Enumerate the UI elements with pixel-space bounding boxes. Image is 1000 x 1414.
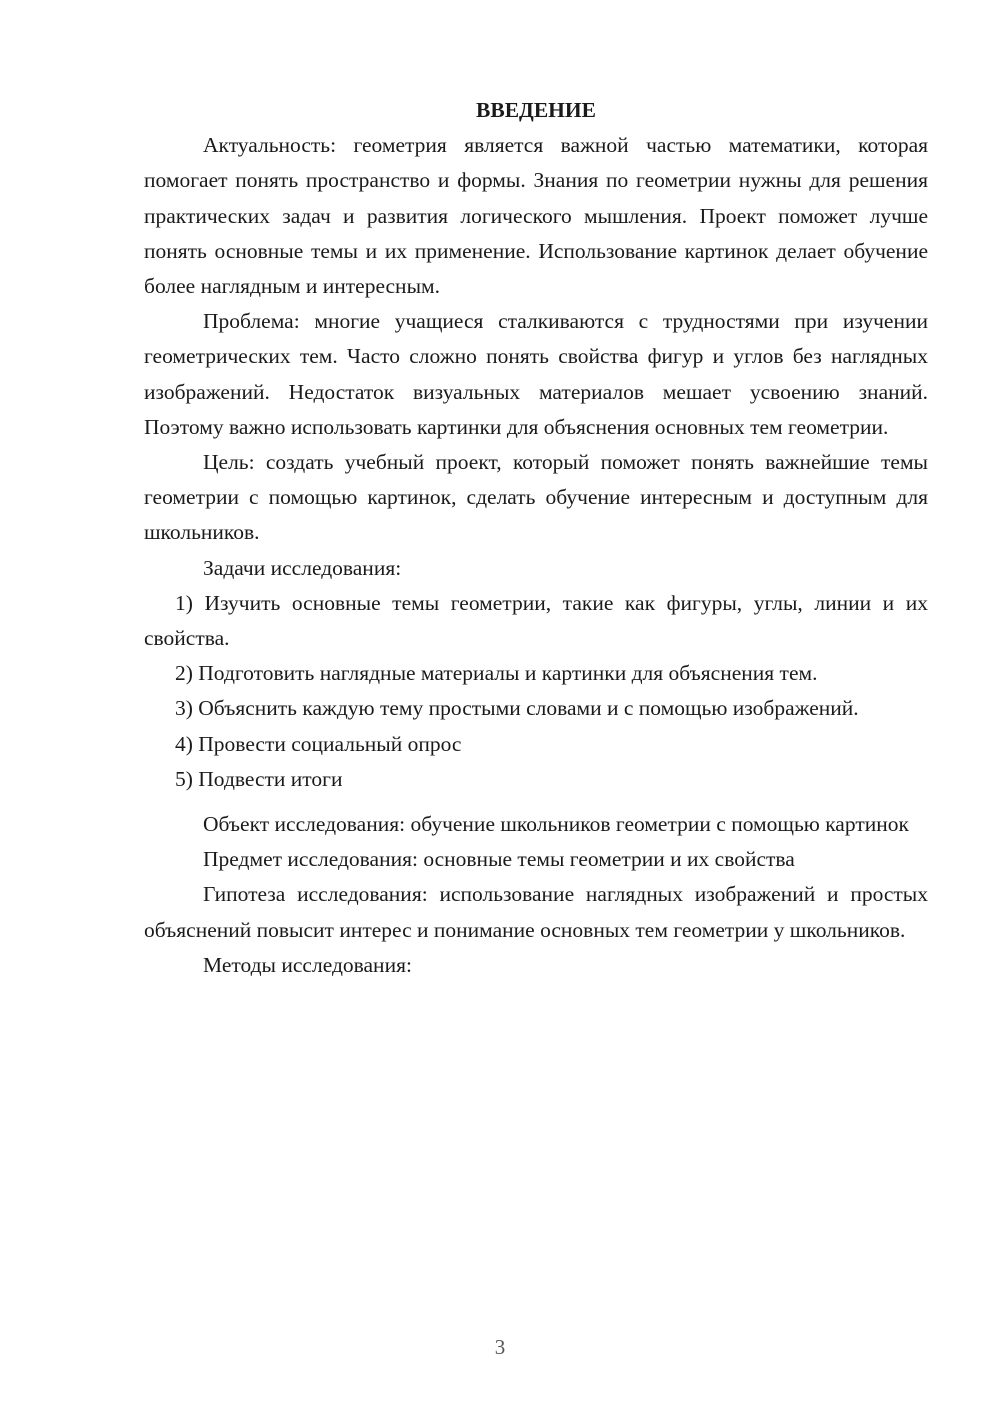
page-number: 3 (494, 1335, 506, 1359)
paragraph-relevance: Актуальность: геометрия является важной частью математики, которая помогает понять пространство и формы. Знания по геометрии нужны для решения практических задач и развития логического мышления. Проект поможет лучше понять основные темы и их применение. Использование картинок делает обучение более наглядным и интересным. (144, 133, 928, 299)
methods-heading: Методы исследования: (203, 952, 412, 977)
task-item-3: 3) Объяснить каждую тему простыми словами и с помощью изображений. (175, 696, 859, 721)
paragraph-problem: Проблема: многие учащиеся сталкиваются с трудностями при изучении геометрических тем. Часто сложно понять свойства фигур и углов без наглядных изображений. Недостаток визуальных материалов мешает усвоению знаний. Поэтому важно использовать картинки для объяснения основных тем геометрии. (144, 309, 928, 439)
paragraph-hypothesis: Гипотеза исследования: использование наглядных изображений и простых объяснений повысит интерес и понимание основных тем геометрии у школьников. (144, 882, 928, 942)
tasks-heading: Задачи исследования: (203, 555, 402, 580)
paragraph-object: Объект исследования: обучение школьников геометрии с помощью картинок (203, 812, 909, 837)
task-item-2: 2) Подготовить наглядные материалы и картинки для объяснения тем. (175, 661, 818, 686)
task-item-5: 5) Подвести итоги (175, 766, 343, 791)
section-title: ВВЕДЕНИЕ (476, 98, 596, 122)
paragraph-goal: Цель: создать учебный проект, который поможет понять важнейшие темы геометрии с помощью картинок, сделать обучение интересным и доступным для школьников. (144, 450, 928, 545)
task-item-4: 4) Провести социальный опрос (175, 731, 462, 756)
task-item-1: 1) Изучить основные темы геометрии, такие как фигуры, углы, линии и их свойства. (144, 590, 928, 651)
page-content (144, 93, 928, 983)
paragraph-subject: Предмет исследования: основные темы геометрии и их свойства (203, 847, 795, 872)
